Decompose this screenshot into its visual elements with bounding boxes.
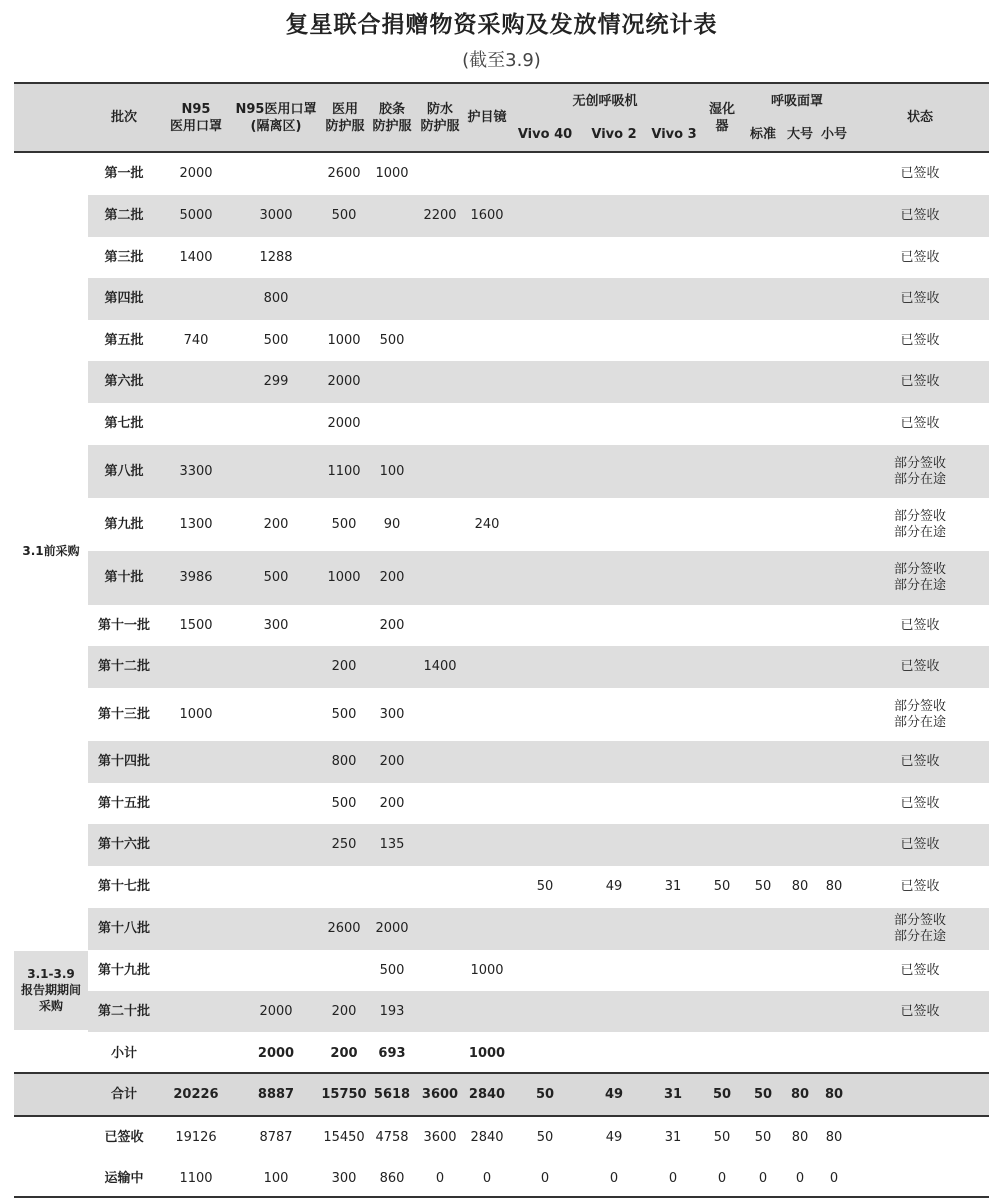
cell-n95-isolation: 800 — [263, 291, 289, 306]
cell-mask-large: 80 — [791, 1129, 809, 1145]
cell-vivo2: 0 — [609, 1170, 619, 1186]
cell-batch: 第十九批 — [97, 962, 150, 978]
cell-batch: 第十五批 — [97, 795, 150, 811]
cell-medical-suit: 500 — [331, 516, 357, 532]
cell-status: 部分签收 — [893, 698, 946, 714]
cell-status: 已签收 — [900, 962, 940, 978]
table-row — [88, 361, 989, 403]
cell-mask-standard: 0 — [758, 1170, 768, 1186]
cell-waterproof-suit: 2200 — [423, 208, 457, 223]
cell-mask-small: 80 — [825, 879, 843, 894]
cell-status: 已签收 — [900, 166, 940, 181]
cell-medical-suit: 1000 — [327, 332, 361, 348]
cell-vivo40: 50 — [536, 879, 554, 894]
cell-goggles: 1000 — [468, 1045, 506, 1061]
cell-batch: 第四批 — [104, 291, 144, 306]
cell-status: 已签收 — [900, 416, 940, 431]
cell-mask-small: 80 — [825, 1129, 843, 1145]
table-row — [88, 824, 989, 866]
cell-n95-isolation: 8887 — [257, 1086, 295, 1102]
cell-medical-suit: 300 — [331, 1170, 357, 1186]
header-humidifier-line2: 器 — [715, 119, 729, 134]
page-title: 复星联合捐赠物资采购及发放情况统计表 — [285, 12, 718, 38]
cell-medical-suit: 2000 — [327, 374, 361, 389]
table-row — [88, 278, 989, 320]
cell-batch: 运输中 — [104, 1170, 144, 1186]
header-medical-suit-line1: 医用 — [331, 102, 358, 117]
header-mask-large: 大号 — [786, 127, 813, 142]
cell-status: 部分在途 — [893, 524, 946, 540]
header-waterproof-suit-line2: 防护服 — [420, 119, 460, 134]
cell-medical-suit: 250 — [331, 837, 357, 852]
cell-status: 部分在途 — [893, 929, 946, 944]
cell-mask-standard: 50 — [754, 1129, 772, 1145]
cell-vivo3: 0 — [668, 1170, 678, 1186]
cell-batch: 第十四批 — [97, 754, 150, 769]
cell-rubber-suit: 5618 — [373, 1086, 411, 1102]
cell-n95: 2000 — [179, 166, 213, 181]
cell-goggles: 1600 — [470, 208, 504, 223]
cell-mask-standard: 50 — [754, 879, 772, 894]
cell-rubber-suit: 4758 — [375, 1129, 409, 1145]
cell-vivo40: 50 — [535, 1086, 555, 1102]
cell-status: 已签收 — [900, 291, 940, 306]
cell-batch: 第十一批 — [97, 617, 150, 633]
cell-n95-isolation: 100 — [263, 1170, 289, 1186]
cell-n95-isolation: 300 — [263, 617, 289, 633]
cell-rubber-suit: 200 — [379, 754, 405, 769]
cell-rubber-suit: 500 — [379, 962, 405, 978]
cell-batch: 第五批 — [104, 332, 144, 348]
cell-n95-isolation: 500 — [263, 332, 289, 348]
header-n95-line2: 医用口罩 — [169, 119, 222, 134]
cell-status: 部分在途 — [893, 714, 946, 730]
cell-vivo3: 31 — [664, 879, 682, 894]
cell-batch: 第八批 — [104, 463, 144, 479]
cell-goggles: 0 — [482, 1170, 492, 1186]
cell-vivo40: 0 — [540, 1170, 550, 1186]
total-top-rule — [14, 1072, 989, 1074]
cell-humidifier: 50 — [713, 879, 731, 894]
cell-batch: 第三批 — [104, 249, 144, 265]
cell-status: 已签收 — [900, 617, 940, 633]
header-mask-standard: 标准 — [749, 127, 776, 142]
group-label-pre-march: 3.1前采购 — [22, 544, 80, 558]
cell-n95-isolation: 500 — [263, 570, 289, 585]
cell-status: 部分签收 — [893, 562, 946, 577]
table-row — [88, 646, 989, 688]
cell-goggles: 240 — [474, 516, 500, 532]
cell-status: 已签收 — [900, 879, 940, 894]
cell-batch: 第十三批 — [97, 706, 150, 722]
cell-goggles: 2840 — [470, 1129, 504, 1145]
group-label-period-line2: 报告期期间 — [20, 983, 81, 997]
header-status: 状态 — [906, 110, 933, 125]
cell-humidifier: 50 — [712, 1086, 732, 1102]
cell-rubber-suit: 200 — [379, 570, 405, 585]
table-bottom-rule — [14, 1196, 989, 1198]
cell-n95-isolation: 299 — [263, 374, 289, 389]
cell-medical-suit: 500 — [331, 706, 357, 722]
cell-waterproof-suit: 3600 — [423, 1129, 457, 1145]
cell-rubber-suit: 90 — [383, 516, 401, 532]
header-top-rule — [14, 82, 989, 84]
cell-medical-suit: 15750 — [321, 1086, 367, 1102]
cell-n95: 3986 — [179, 570, 213, 585]
header-humidifier-line1: 湿化 — [708, 102, 735, 117]
cell-n95-isolation: 2000 — [259, 1003, 293, 1019]
cell-medical-suit: 15450 — [323, 1129, 365, 1145]
table-row — [88, 908, 989, 950]
header-vivo40: Vivo 40 — [517, 127, 573, 142]
cell-humidifier: 0 — [717, 1170, 727, 1186]
cell-batch: 第十八批 — [97, 921, 150, 936]
cell-waterproof-suit: 0 — [435, 1170, 445, 1186]
cell-status: 已签收 — [900, 1003, 940, 1019]
header-bottom-rule — [14, 151, 989, 153]
cell-n95: 1100 — [179, 1170, 213, 1186]
cell-batch: 已签收 — [104, 1129, 144, 1145]
cell-n95-isolation: 1288 — [259, 249, 293, 265]
cell-vivo3: 31 — [664, 1129, 682, 1145]
page-subtitle: (截至3.9) — [462, 50, 541, 71]
cell-medical-suit: 2600 — [327, 166, 361, 181]
cell-n95: 5000 — [179, 208, 213, 223]
cell-vivo2: 49 — [605, 1129, 623, 1145]
cell-n95-isolation: 8787 — [259, 1129, 293, 1145]
cell-mask-small: 80 — [824, 1086, 844, 1102]
cell-batch: 第二批 — [104, 208, 144, 223]
group-label-period-line3: 采购 — [38, 999, 63, 1013]
cell-medical-suit: 200 — [331, 659, 357, 674]
cell-rubber-suit: 693 — [378, 1045, 406, 1061]
header-vivo2: Vivo 2 — [591, 127, 637, 142]
header-mask-small: 小号 — [820, 127, 847, 142]
cell-rubber-suit: 100 — [379, 463, 405, 479]
cell-rubber-suit: 500 — [379, 332, 405, 348]
table-row — [88, 991, 989, 1032]
cell-n95: 20226 — [173, 1086, 219, 1102]
header-vivo3: Vivo 3 — [651, 127, 697, 142]
cell-status: 已签收 — [900, 659, 940, 674]
cell-n95: 740 — [183, 332, 209, 348]
header-rubber-suit-line1: 胶条 — [378, 102, 405, 117]
cell-rubber-suit: 193 — [379, 1003, 405, 1019]
cell-n95-isolation: 3000 — [259, 208, 293, 223]
cell-rubber-suit: 2000 — [375, 921, 409, 936]
cell-status: 已签收 — [900, 249, 940, 265]
cell-rubber-suit: 300 — [379, 706, 405, 722]
header-goggles: 护目镜 — [467, 110, 507, 125]
cell-n95: 19126 — [175, 1129, 217, 1145]
header-waterproof-suit-line1: 防水 — [426, 102, 453, 117]
header-rubber-suit-line2: 防护服 — [372, 119, 412, 134]
cell-humidifier: 50 — [713, 1129, 731, 1145]
cell-rubber-suit: 200 — [379, 795, 405, 811]
cell-status: 已签收 — [900, 332, 940, 348]
cell-medical-suit: 1100 — [327, 463, 361, 479]
cell-status: 部分在途 — [893, 471, 946, 487]
cell-n95-isolation: 2000 — [257, 1045, 295, 1061]
cell-mask-standard: 50 — [753, 1086, 773, 1102]
cell-medical-suit: 200 — [330, 1045, 358, 1061]
cell-medical-suit: 1000 — [327, 570, 361, 585]
cell-medical-suit: 800 — [331, 754, 357, 769]
header-batch: 批次 — [110, 110, 137, 125]
header-n95-isolation-line2: (隔离区) — [250, 119, 302, 134]
cell-status: 部分签收 — [893, 508, 946, 524]
cell-vivo2: 49 — [604, 1086, 624, 1102]
cell-mask-large: 80 — [791, 879, 809, 894]
group-label-period-line1: 3.1-3.9 — [27, 967, 75, 981]
cell-batch: 第七批 — [104, 416, 144, 431]
cell-waterproof-suit: 3600 — [421, 1086, 459, 1102]
cell-batch: 第六批 — [104, 374, 144, 389]
cell-rubber-suit: 860 — [379, 1170, 405, 1186]
header-ventilator-group: 无创呼吸机 — [572, 94, 638, 109]
total-bottom-rule — [14, 1115, 989, 1117]
cell-batch: 第九批 — [104, 516, 144, 532]
cell-medical-suit: 2000 — [327, 416, 361, 431]
cell-vivo2: 49 — [605, 879, 623, 894]
cell-goggles: 2840 — [468, 1086, 506, 1102]
cell-n95: 1500 — [179, 617, 213, 633]
cell-batch: 第一批 — [104, 166, 144, 181]
cell-n95: 1000 — [179, 706, 213, 722]
table-row — [88, 741, 989, 783]
cell-mask-large: 0 — [795, 1170, 805, 1186]
cell-batch: 合计 — [110, 1086, 137, 1102]
cell-batch: 第二十批 — [97, 1003, 150, 1019]
cell-medical-suit: 500 — [331, 795, 357, 811]
cell-status: 已签收 — [900, 795, 940, 811]
cell-n95: 1300 — [179, 516, 213, 532]
cell-status: 已签收 — [900, 754, 940, 769]
cell-n95-isolation: 200 — [263, 516, 289, 532]
cell-status: 部分签收 — [893, 455, 946, 471]
header-mask-group: 呼吸面罩 — [770, 94, 823, 109]
cell-batch: 第十六批 — [97, 837, 150, 852]
cell-n95: 1400 — [179, 249, 213, 265]
header-medical-suit-line2: 防护服 — [325, 119, 365, 134]
cell-status: 部分签收 — [893, 913, 946, 928]
cell-status: 部分在途 — [893, 578, 946, 593]
cell-batch: 第十二批 — [97, 659, 150, 674]
cell-rubber-suit: 135 — [379, 837, 405, 852]
cell-medical-suit: 500 — [331, 208, 357, 223]
cell-n95: 3300 — [179, 463, 213, 479]
header-n95-isolation-line1: N95医用口罩 — [235, 102, 317, 117]
cell-rubber-suit: 200 — [379, 617, 405, 633]
cell-batch: 第十批 — [104, 570, 144, 585]
cell-status: 已签收 — [900, 837, 940, 852]
cell-status: 已签收 — [900, 374, 940, 389]
cell-medical-suit: 200 — [331, 1003, 357, 1019]
cell-mask-large: 80 — [790, 1086, 810, 1102]
cell-status: 已签收 — [900, 208, 940, 223]
cell-vivo40: 50 — [536, 1129, 554, 1145]
cell-medical-suit: 2600 — [327, 921, 361, 936]
cell-goggles: 1000 — [470, 962, 504, 978]
cell-vivo3: 31 — [663, 1086, 683, 1102]
cell-batch: 小计 — [110, 1045, 137, 1061]
cell-mask-small: 0 — [829, 1170, 839, 1186]
cell-waterproof-suit: 1400 — [423, 659, 457, 674]
cell-batch: 第十七批 — [97, 879, 150, 894]
header-n95-line1: N95 — [181, 102, 211, 117]
cell-rubber-suit: 1000 — [375, 166, 409, 181]
